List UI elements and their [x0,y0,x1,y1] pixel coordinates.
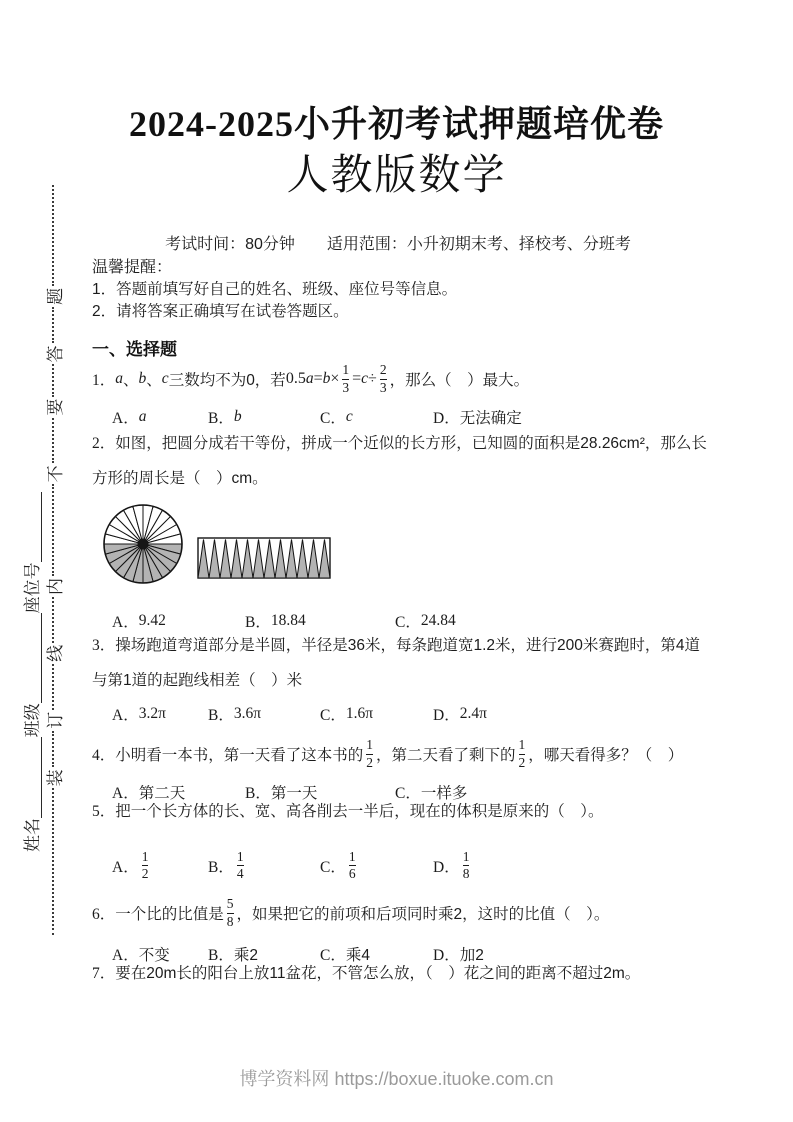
text: 小明看一本书，第一天看了这本书的 [115,747,364,764]
text: ，如果把它的前项和后项同时乘2，这时的比值（ ）。 [236,906,610,923]
option-c: C． 1.6π [320,705,374,724]
math: 0.5 [285,370,306,387]
option-b: B． 18.84 [245,612,306,631]
dotted-leader [52,307,54,344]
option-c: C． c [320,408,353,427]
math-var: c [161,370,169,387]
binding-char: 要 [45,398,65,416]
math-var: a [305,370,314,387]
text: 三数均不为0，若 [168,372,286,389]
binding-char: 线 [45,644,65,662]
option-c: C． 一样多 [395,785,468,802]
option-b: B． 乘2 [208,947,258,964]
class-label: 班级 [23,703,42,738]
dotted-leader [52,788,54,935]
text: ，第二天看了剩下的 [376,747,516,764]
page-title: 2024-2025小升初考试押题培优卷 [129,104,664,144]
question-6 [92,891,609,935]
text: 操场跑道弯道部分是半圆，半径是36米，每条跑道宽1.2米，进行200米赛跑时，第4道与第1道的起跑线相差（ ）米 [92,637,701,689]
option-a: A． 第二天 [112,785,186,802]
notice-item: 2．请将答案正确填写在试卷答题区。 [92,303,349,320]
option-b: B． 3.6π [208,705,262,724]
name-blank-line [35,737,42,818]
math: × [330,370,340,387]
page-subtitle: 人教版数学 [286,153,507,199]
binding-line-text [42,185,64,935]
question-5 [92,801,708,823]
fraction: $\frac{1}{3}$ [342,362,350,395]
option-d: D． $\frac{1}{8}$ [433,849,470,882]
question-4 [92,732,683,776]
option-d: D． 加2 [433,947,484,964]
option-a: A． 9.42 [112,612,166,631]
fraction: $\frac{1}{2}$ [518,737,526,770]
dotted-leader [52,484,54,576]
math-var: c [361,370,369,387]
watermark-footer: 博学资料网 https://boxue.ituoke.com.cn [239,1069,554,1089]
dotted-leader [52,364,54,396]
binding-char: 装 [45,769,65,787]
question-number: 6． [92,906,116,923]
dotted-leader [52,664,54,710]
math-var: b [322,370,331,387]
student-info-fields [14,492,42,852]
seat-label: 座位号 [23,562,42,614]
option-a: A． 3.2π [112,705,166,724]
option-c: C． 乘4 [320,947,370,964]
text: 、 [123,372,139,389]
question-number: 7． [92,965,116,982]
question-number: 5． [92,803,116,820]
question-2 [92,426,708,496]
notice-item: 1．答题前填写好自己的姓名、班级、座位号等信息。 [92,281,458,298]
fraction: $\frac{5}{8}$ [226,896,234,929]
binding-char: 不 [45,465,65,483]
question-number: 3． [92,637,116,654]
binding-char: 题 [45,287,65,305]
math-var: b [138,370,147,387]
text: 要在20m长的阳台上放11盆花，不管怎么放，（ ）花之间的距离不超过2m。 [115,965,641,982]
text: 、 [146,372,162,389]
q2-figure [95,498,345,593]
math-var: a [115,370,124,387]
question-5-options [92,849,732,884]
dotted-leader [52,731,54,768]
text: 如图，把圆分成若干等份，拼成一个近似的长方形，已知圆的面积是28.26cm²，那么长方形的周长是（ ）cm。 [92,435,707,487]
class-blank-line [35,613,42,703]
text: 把一个长方体的长、宽、高各削去一半后，现在的体积是原来的（ ）。 [115,803,604,820]
option-c: C． $\frac{1}{6}$ [320,849,356,882]
dotted-leader [52,418,54,464]
math: = [313,370,323,387]
name-label: 姓名 [23,818,42,852]
notice-title: 温馨提醒： [92,259,173,276]
option-a: A． a [112,408,147,427]
fraction: $\frac{2}{3}$ [379,362,387,395]
fraction: $\frac{1}{2}$ [366,737,374,770]
math: ÷ [368,370,377,387]
dotted-leader [52,597,54,643]
question-7 [92,963,708,985]
option-a: A． $\frac{1}{2}$ [112,849,149,882]
question-3 [92,628,708,698]
option-b: B． b [208,408,242,427]
option-a: A． 不变 [112,947,170,964]
binding-char: 订 [45,711,65,729]
text: 一个比的比值是 [115,906,224,923]
option-c: C． 24.84 [395,612,456,631]
text: ，那么（ ）最大。 [389,372,530,389]
option-b: B． $\frac{1}{4}$ [208,849,244,882]
section-title: 一、选择题 [92,340,177,359]
option-d: D． 无法确定 [433,410,522,427]
binding-char: 内 [45,578,65,596]
binding-char: 答 [45,345,65,363]
option-d: D． 2.4π [433,705,487,724]
seat-blank-line [35,492,42,562]
question-number: 2． [92,435,116,452]
text: ，哪天看得多？（ ） [528,747,684,764]
question-3-options [92,703,732,727]
exam-meta: 考试时间：80分钟 适用范围：小升初期末考、择校考、分班考 [165,236,631,253]
option-b: B． 第一天 [245,785,318,802]
question-number: 4． [92,747,116,764]
question-1 [92,358,529,400]
question-number: 1． [92,372,116,389]
math: = [352,370,362,387]
